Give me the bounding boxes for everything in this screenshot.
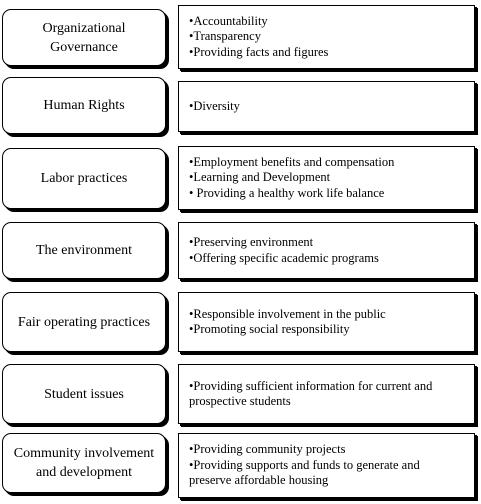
- items-box: [178, 364, 475, 424]
- category-label: Student issues: [44, 386, 124, 402]
- items-box: [178, 222, 475, 279]
- list-item: •Providing facts and figures: [189, 44, 329, 59]
- category-box: [2, 77, 166, 134]
- list-item: •Preserving environment: [189, 235, 314, 249]
- list-item: •Diversity: [189, 98, 240, 113]
- category-label: Community involvement and development: [13, 446, 155, 480]
- items-box: [178, 81, 475, 132]
- items-box: [178, 5, 475, 69]
- category-box: [2, 364, 166, 424]
- category-box: [2, 148, 166, 209]
- list-item: •Providing sufficient information for current and prospective students: [189, 378, 433, 408]
- category-box: [2, 222, 166, 279]
- list-item: •Providing community projects: [189, 442, 346, 457]
- list-item: •Promoting social responsibility: [189, 322, 350, 336]
- category-box: [2, 433, 166, 493]
- category-box: [2, 9, 166, 66]
- items-box: [178, 433, 475, 498]
- list-item: •Providing supports and funds to generate and preserve affordable housing: [189, 457, 420, 488]
- category-label: Labor practices: [40, 171, 128, 186]
- category-label: Fair operating practices: [17, 314, 151, 330]
- category-label: The environment: [35, 243, 133, 258]
- items-box: [178, 292, 475, 352]
- list-item: •Learning and Development: [189, 170, 331, 185]
- list-item: •Accountability: [189, 13, 268, 28]
- items-box: [178, 146, 475, 210]
- category-label: Human Rights: [43, 98, 125, 113]
- list-item: •Responsible involvement in the public: [189, 306, 386, 321]
- category-label: Organizational Governance: [42, 20, 126, 55]
- list-item: • Providing a healthy work life balance: [189, 185, 385, 200]
- list-item: •Offering specific academic programs: [189, 250, 379, 265]
- category-box: [2, 292, 166, 352]
- list-item: •Employment benefits and compensation: [189, 154, 395, 169]
- list-item: •Transparency: [189, 29, 261, 44]
